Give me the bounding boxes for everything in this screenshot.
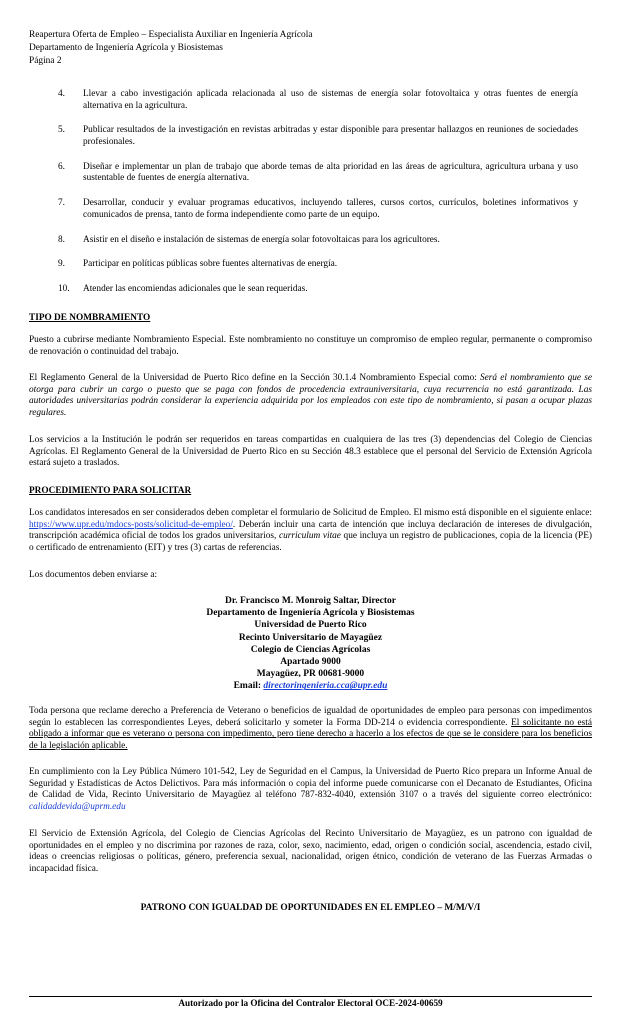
- duties-list: [58, 89, 578, 309]
- item-number: 4.: [58, 89, 65, 99]
- list-item: [58, 125, 578, 148]
- tipo-heading: TIPO DE NOMBRAMIENTO: [29, 313, 151, 323]
- email-label: Email:: [233, 681, 264, 692]
- procedimiento-text-c: que incluya un registro de publicaciones, copia de la licencia (PE) o certificado de entrenamiento (EIT) y tres (3) cartas de referencias.: [29, 531, 592, 553]
- list-item: [58, 259, 578, 271]
- seguridad-text: En cumplimiento con la Ley Pública Número 101-542, Ley de Seguridad en el Campus, la Universidad de Puerto Rico prepara un Informe Anual de Seguridad y Estadísticas de Actos Delictivos. Para más información o copia del informe puede comunicarse con el Decanato de Estudiantes, Oficina de Calidad de Vida, Recinto Universitario de Mayagüez al teléfono 787-832-4040, extensión 3107 o a través del siguiente correo electrónico:: [29, 767, 592, 801]
- address-department: Departamento de Ingeniería Agrícola y Biosistemas: [206, 608, 415, 619]
- item-number: 7.: [58, 198, 65, 209]
- address-po-box: Apartado 9000: [280, 657, 341, 668]
- item-text: Desarrollar, conducir y evaluar programas educativos, incluyendo talleres, cursos cortos, currículos, boletines informativos y comunicados de prensa, tanto de forma independiente como parte de un equipo.: [83, 198, 578, 220]
- calidad-email[interactable]: calidaddevida@uprm.edu: [29, 801, 126, 812]
- procedimiento-text-b: . Deberán incluir una carta de intención que incluya declaración de intereses de divulgación, transcripción académica oficial de todos los grados universitarios,: [29, 519, 592, 542]
- item-text: Llevar a cabo investigación aplicada relacionada al uso de sistemas de energía solar fotovoltaica y otras fuentes de energía alternativa en la agricultura.: [83, 89, 578, 111]
- procedimiento-heading: PROCEDIMIENTO PARA SOLICITAR: [29, 486, 192, 496]
- page-header: [29, 29, 312, 68]
- seguridad-paragraph: [29, 767, 592, 813]
- list-item: [58, 198, 578, 221]
- footer-authorization: Autorizado por la Oficina del Contralor Electoral OCE-2024-00659: [178, 998, 443, 1008]
- procedimiento-text-a: Los candidatos interesados en ser considerados deben completar el formulario de Solicitud de Empleo. El mismo está disponible en el siguiente enlace:: [29, 508, 592, 518]
- solicitud-link[interactable]: https://www.upr.edu/mdocs-posts/solicitud-de-empleo/: [29, 519, 233, 530]
- header-title: Reapertura Oferta de Empleo – Especialista Auxiliar en Ingeniería Agrícola: [29, 30, 313, 40]
- item-number: 6.: [58, 161, 65, 172]
- director-email-link[interactable]: directoringenieria.cca@upr.edu: [263, 681, 388, 692]
- procedimiento-paragraph-2: Los documentos deben enviarse a:: [29, 570, 158, 580]
- veterano-underlined-text: El solicitante no está obligado a informar que es veterano o persona con impedimento, pero tiene derecho a hacerlo a los efectos de que se le considere para los beneficios de la legislación aplicable.: [29, 717, 592, 751]
- item-text: Participar en políticas públicas sobre fuentes alternativas de energía.: [83, 259, 338, 270]
- item-text: Asistir en el diseño e instalación de sistemas de energía solar fotovoltaicas para los agricultores.: [83, 234, 440, 245]
- header-department: Departamento de Ingeniería Agrícola y Biosistemas: [29, 43, 223, 53]
- address-college: Colegio de Ciencias Agrícolas: [250, 644, 371, 655]
- list-item: [58, 162, 578, 185]
- address-city: Mayagüez, PR 00681-9000: [256, 669, 365, 680]
- procedimiento-paragraph-1: [29, 508, 592, 554]
- veterano-text: Toda persona que reclame derecho a Preferencia de Veterano o beneficios de igualdad de oportunidades de empleo para personas con impedimentos según lo establecen las correspondientes Leyes, deberá solicitarlo y someter la Forma DD-214 o evidencia correspondiente.: [29, 706, 592, 728]
- section-heading-procedimiento: [29, 486, 592, 498]
- tipo-paragraph-2-text: El Reglamento General de la Universidad de Puerto Rico define en la Sección 30.1.4 Nombramiento Especial como:: [29, 373, 481, 383]
- section-heading-tipo: [29, 313, 592, 325]
- curriculum-vitae-text: curriculum vitae: [278, 531, 341, 542]
- item-text: Publicar resultados de la investigación en revistas arbitradas y estar disponible para presentar hallazgos en reuniones de sociedades profesionales.: [83, 125, 578, 147]
- footer-divider: [29, 996, 592, 997]
- servicio-paragraph: El Servicio de Extensión Agrícola, del Colegio de Ciencias Agrícolas del Recinto Universitario de Mayagüez, es un patrono con igualdad de oportunidades en el empleo y no discrimina por razones de raza, color, sexo, nacimiento, edad, origen o condición social, ascendencia, estado civil, ideas o creencias religiosas o políticas, género, preferencia sexual, nacionalidad, origen étnico, condición de veterano de las Fuerzas Armadas o incapacidad física.: [29, 829, 592, 874]
- tipo-paragraph-2: [29, 373, 592, 419]
- address-name: Dr. Francisco M. Monroig Saltar, Director: [225, 596, 396, 606]
- item-number: 8.: [58, 234, 65, 245]
- address-university: Universidad de Puerto Rico: [254, 620, 367, 631]
- mailing-address: [29, 595, 592, 693]
- list-item: [58, 284, 578, 296]
- header-page-number: Página 2: [29, 56, 62, 66]
- address-campus: Recinto Universitario de Mayagüez: [238, 632, 383, 643]
- tipo-paragraph-1: Puesto a cubrirse mediante Nombramiento Especial. Este nombramiento no constituye un compromiso de empleo regular, permanente o compromiso de renovación o continuidad del trabajo.: [29, 335, 592, 357]
- list-item: [58, 235, 578, 247]
- tipo-paragraph-3: Los servicios a la Institución le podrán ser requeridos en tareas compartidas en cualquiera de las tres (3) dependencias del Colegio de Ciencias Agrícolas. El Reglamento General de la Universidad de Puerto Rico en su Sección 48.3 establece que el personal del Servicio de Extensión Agrícola estará sujeto a traslados.: [29, 435, 592, 469]
- item-text: Atender las encomiendas adicionales que le sean requeridas.: [83, 284, 308, 295]
- tipo-quote: Será el nombramiento que se otorga para cubrir un cargo o puesto que se paga con fondos de procedencia extrauniversitaria, cuya recurrencia no está garantizada. Las autoridades universitarias podrán considerar la experiencia adquirida por los empleados con este tipo de nombramiento, si pasan a ocupar plazas regulares.: [29, 373, 592, 418]
- veterano-paragraph: [29, 706, 592, 752]
- item-number: 5.: [58, 125, 65, 136]
- list-item: [58, 89, 578, 112]
- equal-opportunity-statement: PATRONO CON IGUALDAD DE OPORTUNIDADES EN EL EMPLEO – M/M/V/I: [140, 903, 481, 913]
- item-number: 10.: [58, 284, 70, 295]
- address-email-line: [29, 680, 592, 692]
- item-number: 9.: [58, 259, 65, 270]
- item-text: Diseñar e implementar un plan de trabajo que aborde temas de alta prioridad en las áreas de agricultura, agricultura urbana y uso sustentable de fuentes de energía alternativa.: [83, 161, 578, 184]
